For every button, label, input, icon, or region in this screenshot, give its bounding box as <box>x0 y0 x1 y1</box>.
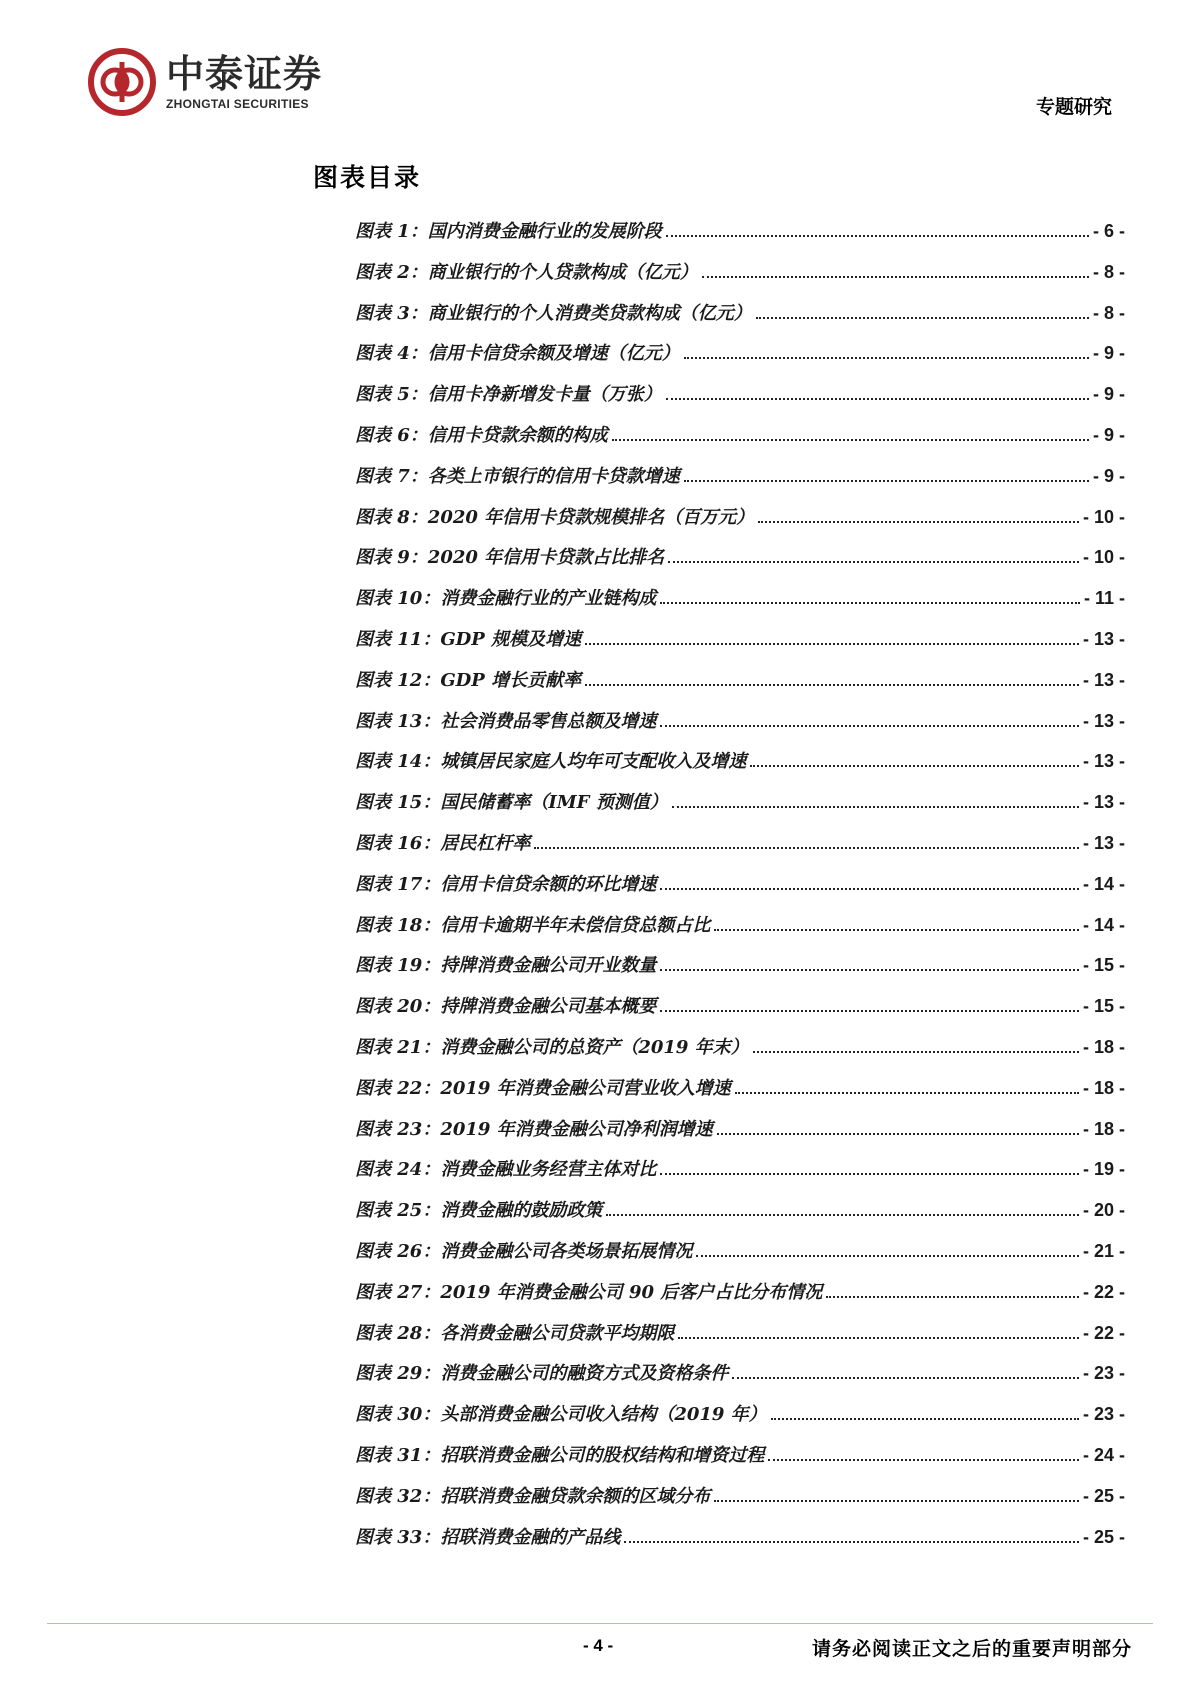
toc-entry[interactable] <box>355 829 1125 870</box>
toc-entry[interactable] <box>355 1033 1125 1074</box>
toc-entry-page: - 13 - <box>1082 832 1125 853</box>
footer-disclaimer: 请务必阅读正文之后的重要声明部分 <box>811 1638 1132 1660</box>
toc-entry[interactable] <box>355 707 1125 748</box>
toc-leader-dots <box>585 643 1079 645</box>
toc-entry-label: 图表 11：GDP 规模及增速 <box>355 628 582 650</box>
toc-entry[interactable] <box>355 421 1125 462</box>
toc-entry[interactable] <box>355 1115 1125 1156</box>
toc-entry[interactable] <box>355 1155 1125 1196</box>
toc-entry-label: 图表 13：社会消费品零售总额及增速 <box>355 710 657 732</box>
toc-entry-label: 图表 6：信用卡贷款余额的构成 <box>355 424 608 446</box>
toc-entry-label: 图表 20：持牌消费金融公司基本概要 <box>355 996 657 1018</box>
toc-entry[interactable] <box>355 1278 1125 1319</box>
toc-entry[interactable] <box>355 462 1125 503</box>
toc-entry[interactable] <box>355 870 1125 911</box>
toc-entry[interactable] <box>355 503 1125 544</box>
toc-entry[interactable] <box>355 584 1125 625</box>
toc-leader-dots <box>660 969 1079 971</box>
toc-entry-page: - 15 - <box>1082 955 1125 976</box>
toc-entry-label: 图表 28：各消费金融公司贷款平均期限 <box>355 1322 675 1344</box>
toc-leader-dots <box>660 1010 1079 1012</box>
toc-entry-page: - 6 - <box>1092 221 1125 241</box>
toc-leader-dots <box>660 1173 1079 1175</box>
toc-entry-label: 图表 4：信用卡信贷余额及增速（亿元） <box>355 343 680 365</box>
toc-entry[interactable] <box>355 1482 1125 1523</box>
toc-entry-page: - 13 - <box>1082 628 1125 649</box>
toc-leader-dots <box>696 1255 1079 1257</box>
toc-leader-dots <box>672 806 1079 808</box>
toc-leader-dots <box>678 1337 1079 1339</box>
toc-entry-page: - 13 - <box>1082 669 1125 690</box>
page-number: - 4 - <box>583 1636 614 1655</box>
toc-entry-page: - 18 - <box>1082 1077 1125 1098</box>
toc-entry-page: - 23 - <box>1082 1363 1125 1384</box>
toc-entry[interactable] <box>355 1196 1125 1237</box>
toc-leader-dots <box>684 357 1089 359</box>
toc-entry-page: - 24 - <box>1082 1444 1125 1465</box>
toc-entry-page: - 9 - <box>1092 424 1125 445</box>
toc-leader-dots <box>732 1377 1079 1379</box>
toc-entry-label: 图表 33：招联消费金融的产品线 <box>355 1526 621 1548</box>
toc-leader-dots <box>534 847 1079 849</box>
toc-leader-dots <box>666 398 1089 400</box>
toc-entry-page: - 25 - <box>1082 1485 1125 1506</box>
toc-entry-page: - 21 - <box>1082 1240 1125 1261</box>
figure-toc-list <box>355 217 1125 1563</box>
toc-entry-page: - 15 - <box>1082 996 1125 1017</box>
toc-entry-page: - 8 - <box>1092 302 1125 323</box>
toc-leader-dots <box>758 521 1079 523</box>
logo-english-name: ZHONGTAI SECURITIES <box>166 97 309 111</box>
toc-entry-label: 图表 32：招联消费金融贷款余额的区域分布 <box>355 1485 711 1507</box>
toc-entry-page: - 13 - <box>1082 751 1125 772</box>
toc-entry[interactable] <box>355 217 1125 258</box>
toc-entry-label: 图表 30：头部消费金融公司收入结构（2019 年） <box>355 1404 767 1426</box>
toc-entry-label: 图表 29：消费金融公司的融资方式及资格条件 <box>355 1363 729 1385</box>
toc-entry-label: 图表 21：消费金融公司的总资产（2019 年末） <box>355 1036 749 1058</box>
toc-entry[interactable] <box>355 1441 1125 1482</box>
toc-leader-dots <box>660 888 1079 890</box>
toc-leader-dots <box>684 480 1089 482</box>
toc-entry-page: - 25 - <box>1082 1526 1125 1547</box>
toc-entry-page: - 20 - <box>1082 1200 1125 1221</box>
toc-entry-label: 图表 24：消费金融业务经营主体对比 <box>355 1159 657 1181</box>
toc-entry-label: 图表 1：国内消费金融行业的发展阶段 <box>355 221 662 242</box>
toc-leader-dots <box>771 1418 1079 1420</box>
toc-entry-page: - 22 - <box>1082 1281 1125 1302</box>
toc-entry[interactable] <box>355 747 1125 788</box>
toc-entry-label: 图表 7：各类上市银行的信用卡贷款增速 <box>355 465 680 487</box>
toc-title: 图表目录 <box>313 163 422 192</box>
toc-entry[interactable] <box>355 992 1125 1033</box>
toc-leader-dots <box>735 1092 1079 1094</box>
toc-leader-dots <box>624 1541 1079 1543</box>
toc-entry-label: 图表 8：2020 年信用卡贷款规模排名（百万元） <box>355 506 755 528</box>
toc-leader-dots <box>717 1133 1079 1135</box>
toc-entry-page: - 19 - <box>1082 1159 1125 1180</box>
toc-entry-page: - 10 - <box>1082 506 1125 527</box>
toc-entry-page: - 11 - <box>1083 588 1125 609</box>
footer-divider <box>47 1623 1153 1624</box>
toc-entry-label: 图表 23：2019 年消费金融公司净利润增速 <box>355 1118 713 1140</box>
toc-entry[interactable] <box>355 625 1125 666</box>
toc-entry-label: 图表 31：招联消费金融公司的股权结构和增资过程 <box>355 1444 765 1466</box>
toc-leader-dots <box>702 276 1089 278</box>
toc-entry-page: - 9 - <box>1092 465 1125 486</box>
toc-entry[interactable] <box>355 1237 1125 1278</box>
toc-leader-dots <box>660 725 1079 727</box>
toc-entry[interactable] <box>355 1359 1125 1400</box>
toc-entry-label: 图表 27：2019 年消费金融公司 90 后客户占比分布情况 <box>355 1281 823 1303</box>
toc-entry-page: - 14 - <box>1082 914 1125 935</box>
toc-leader-dots <box>585 684 1079 686</box>
toc-entry-page: - 10 - <box>1082 547 1125 568</box>
toc-entry-label: 图表 2：商业银行的个人贷款构成（亿元） <box>355 261 698 283</box>
toc-entry[interactable] <box>355 380 1125 421</box>
toc-entry-page: - 9 - <box>1092 384 1125 405</box>
toc-entry-label: 图表 5：信用卡净新增发卡量（万张） <box>355 384 662 406</box>
toc-entry[interactable] <box>355 666 1125 707</box>
toc-leader-dots <box>660 602 1080 604</box>
toc-entry-label: 图表 12：GDP 增长贡献率 <box>355 669 582 691</box>
toc-entry-page: - 23 - <box>1082 1404 1125 1425</box>
toc-leader-dots <box>826 1296 1079 1298</box>
toc-entry[interactable] <box>355 911 1125 952</box>
toc-leader-dots <box>768 1459 1079 1461</box>
toc-entry-label: 图表 16：居民杠杆率 <box>355 832 531 854</box>
toc-entry[interactable] <box>355 951 1125 992</box>
toc-leader-dots <box>756 317 1089 319</box>
toc-entry-label: 图表 26：消费金融公司各类场景拓展情况 <box>355 1240 693 1262</box>
document-type-label: 专题研究 <box>1035 96 1112 118</box>
toc-entry[interactable] <box>355 543 1125 584</box>
toc-leader-dots <box>714 1500 1079 1502</box>
page-header <box>0 0 1200 140</box>
toc-entry-label: 图表 17：信用卡信贷余额的环比增速 <box>355 873 657 895</box>
toc-entry-page: - 22 - <box>1082 1322 1125 1343</box>
toc-entry-page: - 18 - <box>1082 1036 1125 1057</box>
toc-entry[interactable] <box>355 788 1125 829</box>
toc-entry-label: 图表 15：国民储蓄率（IMF 预测值） <box>355 792 668 814</box>
toc-entry[interactable] <box>355 1074 1125 1115</box>
toc-leader-dots <box>750 765 1079 767</box>
logo-chinese-name: 中泰证券 <box>166 52 323 96</box>
toc-leader-dots <box>668 561 1079 563</box>
toc-entry-label: 图表 9：2020 年信用卡贷款占比排名 <box>355 547 665 569</box>
toc-entry-label: 图表 18：信用卡逾期半年未偿信贷总额占比 <box>355 914 711 936</box>
toc-leader-dots <box>714 929 1079 931</box>
toc-entry[interactable] <box>355 258 1125 299</box>
toc-entry-page: - 9 - <box>1092 343 1125 364</box>
toc-entry-page: - 13 - <box>1082 792 1125 813</box>
toc-entry-page: - 18 - <box>1082 1118 1125 1139</box>
toc-entry-label: 图表 19：持牌消费金融公司开业数量 <box>355 955 657 977</box>
toc-entry[interactable] <box>355 1400 1125 1441</box>
toc-entry[interactable] <box>355 299 1125 340</box>
toc-entry-label: 图表 14：城镇居民家庭人均年可支配收入及增速 <box>355 751 747 773</box>
zhongtai-logo-icon <box>88 48 156 116</box>
toc-entry-page: - 13 - <box>1082 710 1125 731</box>
toc-entry-label: 图表 25：消费金融的鼓励政策 <box>355 1200 603 1222</box>
toc-leader-dots <box>612 439 1089 441</box>
toc-entry-label: 图表 3：商业银行的个人消费类贷款构成（亿元） <box>355 302 752 324</box>
toc-entry[interactable] <box>355 339 1125 380</box>
toc-entry[interactable] <box>355 1523 1125 1564</box>
toc-leader-dots <box>753 1051 1079 1053</box>
toc-entry[interactable] <box>355 1319 1125 1360</box>
toc-leader-dots <box>606 1214 1079 1216</box>
toc-leader-dots <box>666 235 1089 237</box>
company-logo <box>88 48 322 116</box>
toc-entry-page: - 8 - <box>1092 261 1125 282</box>
toc-entry-label: 图表 10：消费金融行业的产业链构成 <box>355 588 657 610</box>
toc-entry-label: 图表 22：2019 年消费金融公司营业收入增速 <box>355 1077 731 1099</box>
toc-entry-page: - 14 - <box>1082 873 1125 894</box>
